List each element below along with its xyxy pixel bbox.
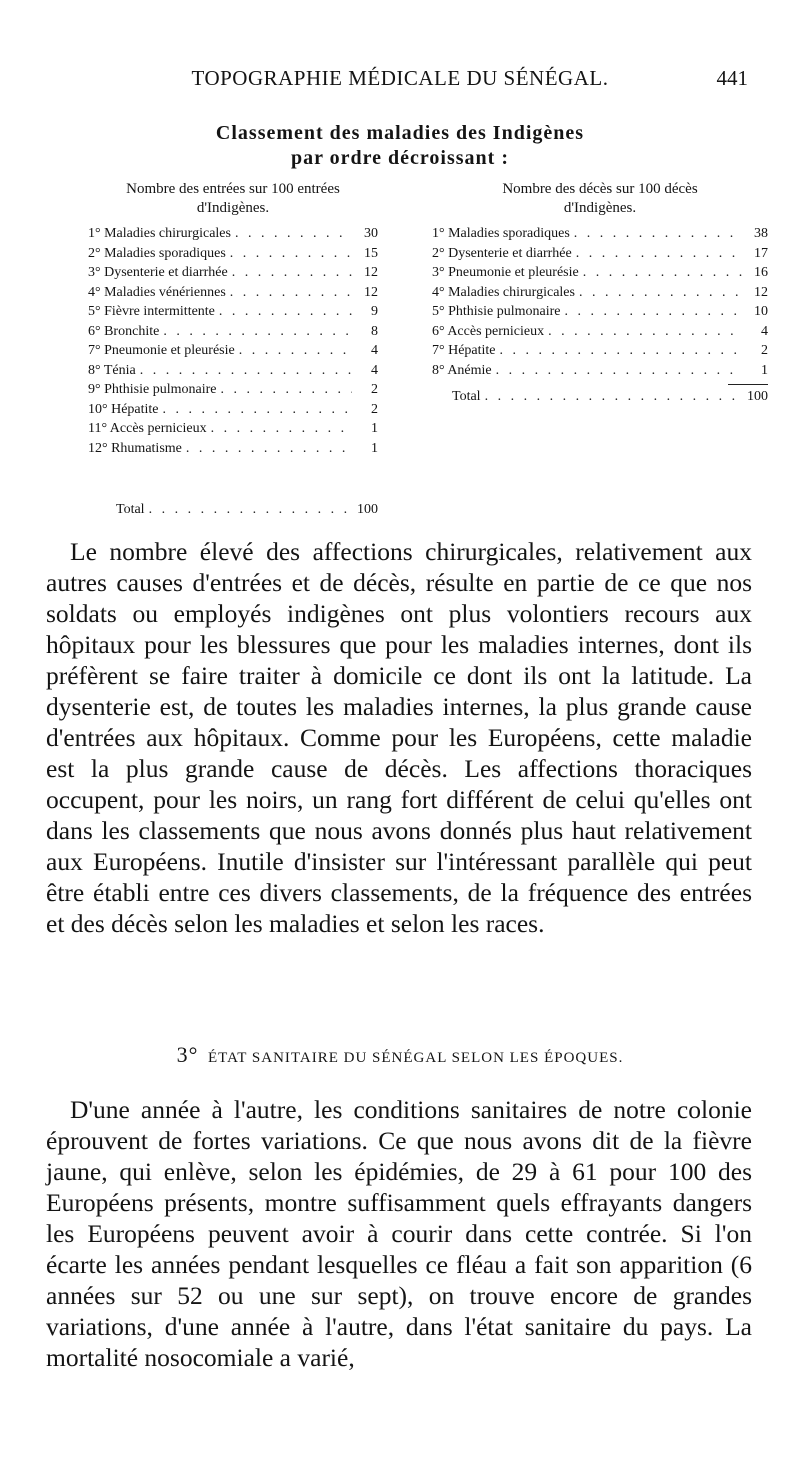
deaths-row-label: 6° Accès pernicieux	[432, 323, 545, 339]
entries-row-value: 2	[371, 382, 378, 397]
entries-row-value: 4	[371, 362, 378, 378]
leader-dots	[496, 361, 742, 380]
deaths-row-value: 16	[754, 265, 768, 280]
entries-row-label: 2° Maladies sporadiques	[88, 245, 226, 261]
entries-row-label: 1° Maladies chirurgicales	[88, 226, 231, 241]
entries-row-value: 2	[371, 401, 378, 417]
entries-row-label: 9° Phthisie pulmonaire	[88, 382, 217, 397]
running-title: TOPOGRAPHIE MÉDICALE DU SÉNÉGAL.	[191, 66, 609, 90]
entries-row-value: 8	[371, 323, 378, 339]
entries-column	[88, 180, 378, 520]
entries-row-value: 12	[364, 265, 378, 280]
deaths-row	[432, 224, 768, 244]
deaths-row-value: 1	[761, 362, 768, 378]
classification-title: Classement des maladies des Indigènes	[215, 122, 585, 144]
entries-row	[88, 302, 378, 322]
entries-heading	[88, 180, 378, 218]
entries-row-label: 4° Maladies vénériennes	[88, 284, 226, 300]
paragraph-sanitary-state	[46, 1094, 752, 1373]
leader-dots	[583, 263, 742, 282]
entries-row-value: 4	[371, 343, 378, 358]
entries-heading-line2: d'Indigènes.	[196, 200, 270, 216]
leader-dots	[163, 400, 352, 419]
deaths-row-label: 7° Hépatite	[432, 343, 496, 358]
entries-row	[88, 419, 378, 439]
leader-dots	[230, 283, 352, 302]
entries-total-row	[116, 500, 378, 520]
entries-row-label: 3° Dysenterie et diarrhée	[88, 265, 228, 280]
leader-dots	[579, 283, 742, 302]
deaths-row-label: 8° Anémie	[432, 362, 492, 378]
deaths-heading-line2: d'Indigènes.	[563, 200, 637, 216]
deaths-row	[432, 361, 768, 381]
entries-row-value: 30	[364, 226, 378, 241]
leader-dots	[485, 387, 742, 406]
entries-total-value: 100	[357, 502, 378, 517]
deaths-row-value: 12	[754, 284, 768, 300]
entries-list	[88, 224, 378, 458]
section-number: 3°	[176, 1042, 199, 1067]
paragraph-text: D'une année à l'autre, les conditions sanitaires de notre colonie éprouvent de fortes variations. Ce que nous avons dit de la fièvre jaune, qui enlève, selon les épidémies, de 29 à 61 pour 100 des Européens présents, montre suffisamment quels effrayants dangers les Européens peuvent avoir à courir dans cette contrée. Si l'on écarte les années pendant lesquelles ce fléau a fait son apparition (6 années sur 52 ou une sur sept), on trouve encore de grandes variations, d'une année à l'autre, dans l'état sanitaire du pays. La mortalité nosocomiale a varié,	[46, 1095, 752, 1372]
classification-subtitle: par ordre décroissant :	[291, 147, 509, 169]
entries-row	[88, 400, 378, 420]
section-heading	[0, 1042, 800, 1068]
deaths-heading-line1: Nombre des décès sur 100 décès	[502, 181, 698, 197]
deaths-row-label: 2° Dysenterie et diarrhée	[432, 245, 572, 261]
deaths-heading	[432, 180, 768, 218]
deaths-row-value: 4	[761, 323, 768, 339]
entries-row	[88, 244, 378, 264]
deaths-row	[432, 244, 768, 264]
paragraph-text: Le nombre élevé des affections chirurgicales, relativement aux autres causes d'entrées et de décès, résulte en partie de ce que nos soldats ou employés indigènes ont plus volontiers recours aux hôpitaux pour les blessures que pour les maladies internes, dont ils préfèrent se faire traiter à domicile ce dont ils ont la latitude. La dysenterie est, de toutes les maladies internes, la plus grande cause d'entrées aux hôpitaux. Comme pour les Européens, cette maladie est la plus grande cause de décès. Les affections thoraciques occupent, pour les noirs, un rang fort différent de celui qu'elles ont dans les classements que nous avons donnés plus haut relativement aux Européens. Inutile d'insister sur l'intéressant parallèle qui peut être établi entre ces divers classements, de la fréquence des entrées et des décès selon les maladies et selon les races.	[46, 537, 752, 938]
leader-dots	[230, 244, 352, 263]
section-title-text: ÉTAT SANITAIRE DU SÉNÉGAL SELON LES ÉPOQUES.	[207, 1050, 624, 1066]
deaths-row	[432, 302, 768, 322]
deaths-list	[432, 224, 768, 380]
leader-dots	[232, 263, 352, 282]
deaths-row-label: 3° Pneumonie et pleurésie	[432, 265, 579, 280]
deaths-row	[432, 263, 768, 283]
entries-heading-line1: Nombre des entrées sur 100 entrées	[126, 181, 340, 197]
deaths-row-value: 17	[754, 245, 768, 261]
leader-dots	[574, 224, 742, 243]
entries-row-label: 8° Ténia	[88, 362, 136, 378]
leader-dots	[235, 224, 352, 243]
entries-row-label: 12° Rhumatisme	[88, 440, 182, 456]
entries-row	[88, 263, 378, 283]
entries-row-value: 1	[371, 421, 378, 436]
deaths-row	[432, 341, 768, 361]
entries-row	[88, 224, 378, 244]
deaths-total-label: Total	[452, 389, 481, 404]
page-number: 441	[716, 66, 748, 90]
paragraph-surgical-affections	[46, 536, 752, 939]
leader-dots	[500, 341, 742, 360]
entries-row	[88, 439, 378, 459]
deaths-row-value: 2	[761, 343, 768, 358]
leader-dots	[211, 419, 352, 438]
deaths-row-value: 10	[754, 304, 768, 319]
entries-row-value: 9	[371, 304, 378, 319]
entries-row	[88, 341, 378, 361]
total-rule	[728, 384, 768, 385]
entries-row-label: 5° Fièvre intermittente	[88, 304, 215, 319]
entries-row	[88, 380, 378, 400]
entries-row-label: 7° Pneumonie et pleurésie	[88, 343, 235, 358]
entries-row-value: 12	[364, 284, 378, 300]
leader-dots	[163, 322, 352, 341]
entries-row-label: 10° Hépatite	[88, 401, 159, 417]
deaths-total-value: 100	[747, 389, 768, 404]
deaths-row-label: 4° Maladies chirurgicales	[432, 284, 575, 300]
entries-row	[88, 322, 378, 342]
running-header	[0, 62, 800, 92]
entries-row	[88, 361, 378, 381]
deaths-row-value: 38	[754, 226, 768, 241]
deaths-total-row	[432, 387, 768, 407]
leader-dots	[186, 439, 352, 458]
leader-dots	[548, 322, 742, 341]
leader-dots	[564, 302, 742, 321]
deaths-column	[432, 180, 768, 407]
leader-dots	[140, 361, 352, 380]
leader-dots	[220, 380, 352, 399]
leader-dots	[239, 341, 352, 360]
leader-dots	[576, 244, 742, 263]
entries-row-value: 15	[364, 245, 378, 261]
entries-row	[88, 283, 378, 303]
entries-total-label: Total	[116, 502, 145, 517]
entries-row-label: 6° Bronchite	[88, 323, 160, 339]
deaths-row	[432, 283, 768, 303]
leader-dots	[149, 500, 352, 519]
entries-row-value: 1	[371, 440, 378, 456]
deaths-row-label: 1° Maladies sporadiques	[432, 226, 570, 241]
deaths-row	[432, 322, 768, 342]
deaths-row-label: 5° Phthisie pulmonaire	[432, 304, 561, 319]
entries-row-label: 11° Accès pernicieux	[88, 421, 207, 436]
leader-dots	[219, 302, 352, 321]
